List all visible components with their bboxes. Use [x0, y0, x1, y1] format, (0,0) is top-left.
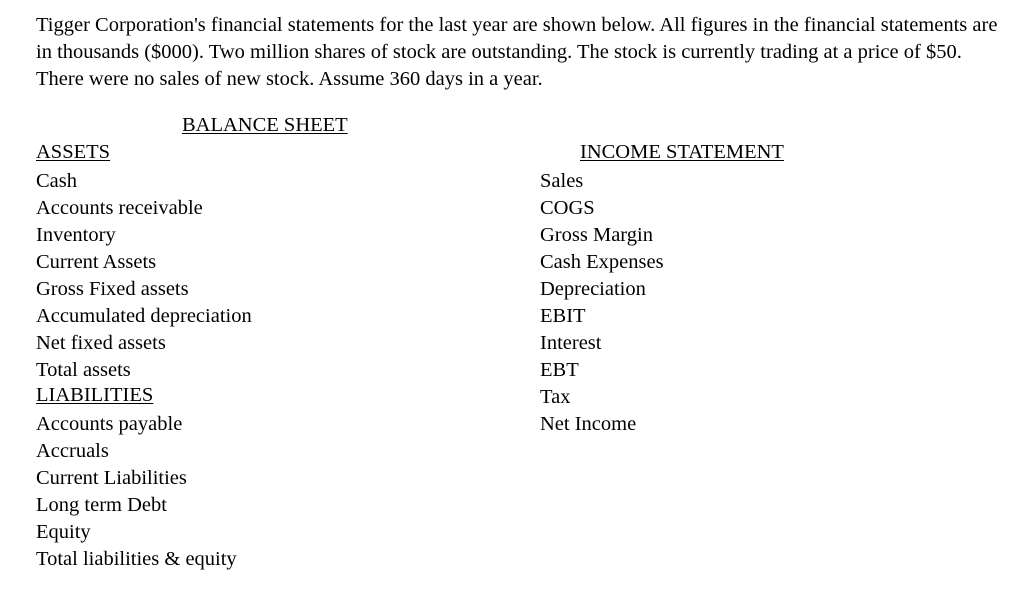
- row-label: Current Liabilities: [36, 467, 187, 489]
- row-label: EBIT: [540, 305, 586, 327]
- row-label: Net fixed assets: [36, 332, 166, 354]
- row-label: Gross Margin: [540, 224, 653, 246]
- row-label: Accumulated depreciation: [36, 305, 252, 327]
- assets-heading: ASSETS: [36, 141, 111, 163]
- problem-statement: Tigger Corporation's financial statements for the last year are shown below. All figures in the financial statements are in thousands ($000). Two million shares of stock are outstanding. The stock is currently trading at a price of $50. There were no sales of new stock. Assume 360 days in a year.: [36, 14, 998, 90]
- balance-sheet-title: BALANCE SHEET: [182, 114, 348, 136]
- row-label: Cash: [36, 170, 77, 192]
- row-label: Current Assets: [36, 251, 157, 273]
- income-statement-title: INCOME STATEMENT: [580, 141, 784, 163]
- liabilities-heading: LIABILITIES: [36, 384, 154, 406]
- row-label: Total liabilities & equity: [36, 548, 237, 570]
- row-label: Equity: [36, 521, 91, 543]
- row-label: Inventory: [36, 224, 116, 246]
- row-label: Accounts receivable: [36, 197, 203, 219]
- row-label: Cash Expenses: [540, 251, 664, 273]
- row-label: Sales: [540, 170, 584, 192]
- row-label: Tax: [540, 386, 571, 408]
- row-label: Depreciation: [540, 278, 646, 300]
- row-label: Accruals: [36, 440, 109, 462]
- row-label: Long term Debt: [36, 494, 167, 516]
- row-label: Gross Fixed assets: [36, 278, 189, 300]
- row-label: COGS: [540, 197, 595, 219]
- row-label: Total assets: [36, 359, 131, 381]
- row-label: Accounts payable: [36, 413, 183, 435]
- row-label: Net Income: [540, 413, 637, 435]
- row-label: EBT: [540, 359, 579, 381]
- row-label: Interest: [540, 332, 602, 354]
